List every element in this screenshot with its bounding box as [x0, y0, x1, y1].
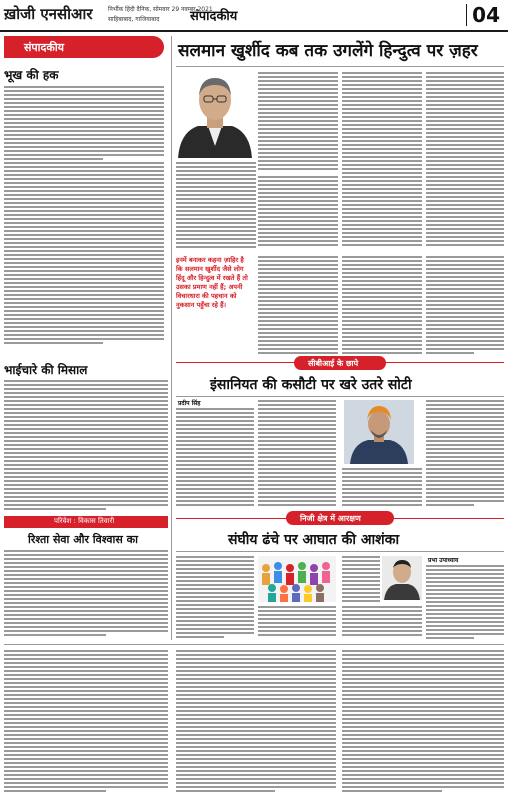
pull-quote [176, 256, 252, 354]
bottom-author: प्रभा उपाध्याय [428, 557, 459, 564]
middle-headline: इंसानियत की कसौटी पर खरे उतरे सोटी [210, 377, 412, 393]
editorial-body [4, 86, 164, 356]
footer-body [4, 650, 168, 796]
left-story-body [4, 550, 168, 640]
footer-body [176, 650, 336, 796]
main-headline: सलमान खुर्शीद कब तक उगलेंगे हिन्दुत्व पर ज़हर [178, 41, 478, 61]
main-article-body [258, 176, 338, 250]
section-title: संपादकीय [190, 9, 238, 24]
masthead-meta-line: साहिबाबाद, गाजियाबाद [108, 16, 160, 23]
inset-photo [382, 556, 422, 600]
middle-article-body [176, 408, 254, 508]
author-photo [176, 70, 254, 158]
editorial-headline: भूख की हक [4, 68, 59, 82]
bottom-article-body [342, 606, 422, 640]
masthead-meta-line: निर्भीक हिंदी दैनिक, सोमवार 29 नवम्बर 2021 [108, 6, 213, 13]
main-article-body [426, 72, 504, 250]
kicker-label [294, 356, 386, 370]
masthead-logo: ख़ोजी एनसीआर [4, 5, 93, 23]
bottom-article-body [176, 556, 254, 640]
main-article-body [258, 72, 338, 172]
news-photo [344, 400, 414, 464]
middle-article-body [342, 468, 422, 508]
bottom-article-body [258, 606, 336, 640]
bottom-article-body [426, 565, 504, 640]
pull-quote-text: इनमें बनाकर कहना ज़ाहिर है कि सलमान खुर्शीद जैसे लोग हिंदू और हिन्दुत्व में रखते हैं तो उसका प्रमाण नहीं हैं; अपनी विचारधारा की पहचान को नुकसान पहुँचा रहे हैं। [176, 256, 248, 309]
kicker-label-text: निजी क्षेत्र में आरक्षण [300, 514, 361, 523]
main-article-body [258, 256, 338, 356]
left-story-tag-label: परिवेश : विकास तिवारी [54, 517, 115, 525]
main-article-body [342, 72, 422, 250]
crowd-illustration [258, 556, 336, 602]
page-number: 04 [472, 3, 500, 27]
main-article-body [342, 256, 422, 356]
middle-article-body [258, 400, 336, 508]
bottom-headline: संघीय ढंचे पर आघात की आशंका [228, 532, 400, 548]
bottom-article-body [342, 556, 380, 604]
left-story-headline: भाईचारे की मिसाल [4, 363, 88, 377]
main-article-body [176, 162, 256, 250]
footer-body [342, 650, 504, 796]
editorial-column [4, 36, 168, 358]
kicker-label [286, 511, 394, 525]
masthead [0, 0, 508, 32]
left-story-headline: रिश्ता सेवा और विश्वास का [28, 533, 138, 546]
kicker-label-text: सीबीआई के छापे [308, 359, 359, 368]
editorial-tag [4, 36, 164, 58]
middle-author: प्रदीप सिंह [178, 400, 201, 407]
left-story-tag [4, 516, 168, 528]
left-story-body [4, 380, 168, 512]
middle-article-body [426, 400, 504, 508]
main-article-body [426, 256, 504, 356]
editorial-tag-label: संपादकीय [24, 41, 65, 54]
